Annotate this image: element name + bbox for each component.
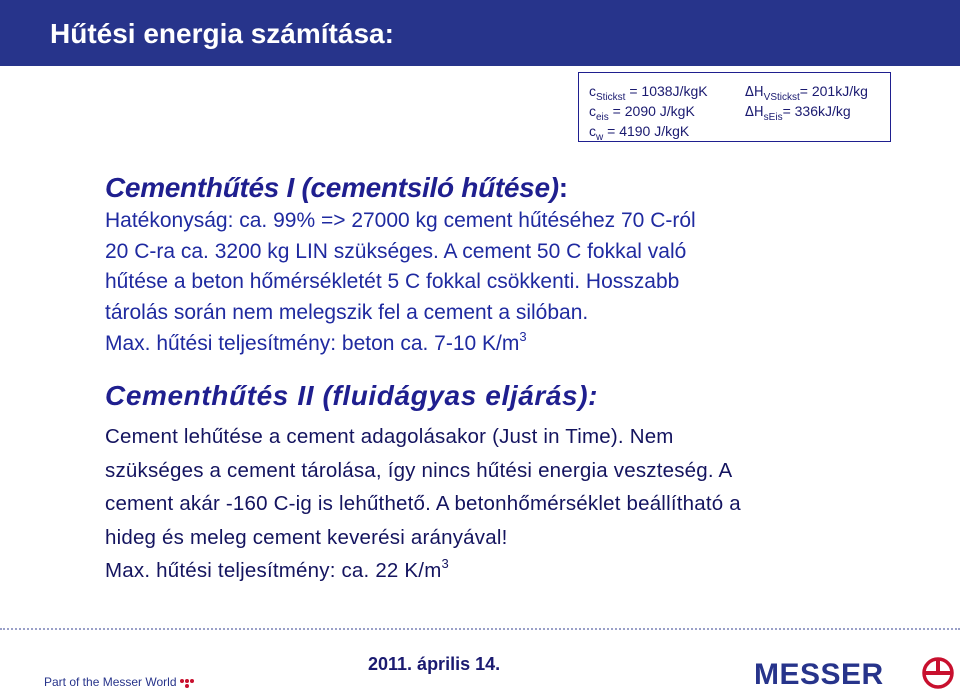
section1-line: Hatékonyság: ca. 99% => 27000 kg cement hűtéséhez 70 C-ról <box>105 209 696 232</box>
section2-line: Cement lehűtése a cement adagolásakor (Just in Time). Nem <box>105 425 674 448</box>
messer-logo-icon <box>920 656 956 690</box>
unit-exponent: 3 <box>441 556 449 572</box>
section1-line: 20 C-ra ca. 3200 kg LIN szükséges. A cement 50 C fokkal való <box>105 239 687 263</box>
title-bar <box>0 0 960 66</box>
footer-tagline: Part of the Messer World <box>44 675 194 689</box>
constant-dh-vstickst: $\Delta H_{VStickst}= 201kJ/kg$ <box>745 83 868 103</box>
section2-line: hideg és meleg cement keverési arányával! <box>105 525 508 549</box>
tagline-dots-icon <box>180 679 194 687</box>
messer-logo <box>754 656 960 691</box>
footer-date: 2011. április 14. <box>368 654 501 674</box>
page-title: Hűtési energia számítása: <box>50 18 394 49</box>
logo-text: MESSER <box>754 658 884 691</box>
footer-divider <box>0 628 960 630</box>
section1-body <box>105 206 696 360</box>
constant-c-stickst: $c_{Stickst} = 1038J/kgK$ <box>589 83 708 103</box>
section2-body <box>105 420 741 588</box>
constant-c-w: $c_w = 4190$ J/kgK <box>589 123 690 143</box>
constant-dh-seis: $\Delta H_{sEis}= 336kJ/kg$ <box>745 103 851 123</box>
section2-line: szükséges a cement tárolása, így nincs hűtési energia veszteség. A <box>105 458 733 482</box>
unit-exponent: 3 <box>519 328 527 344</box>
section2-line-max: Max. hűtési teljesítmény: ca. 22 $K/m^3$ <box>105 556 449 583</box>
section2-heading: Cementhűtés II (fluidágyas eljárás): <box>105 380 599 411</box>
section1-line: tárolás során nem melegszik fel a cement a silóban. <box>105 301 589 325</box>
constant-c-eis: $c_{eis} = 2090$ J/kgK <box>589 103 695 123</box>
section2-line: cement akár -160 C-ig is lehűthető. A betonhőmérséklet beállítható a <box>105 492 741 516</box>
constants-box <box>578 72 891 142</box>
section1-line-max: Max. hűtési teljesítmény: beton ca. 7-10 $K/m^3$ <box>105 328 527 355</box>
section1-heading: Cementhűtés I (cementsiló hűtése): <box>105 172 568 203</box>
section1-line: hűtése a beton hőmérsékletét 5 C fokkal csökkenti. Hosszabb <box>105 270 680 294</box>
